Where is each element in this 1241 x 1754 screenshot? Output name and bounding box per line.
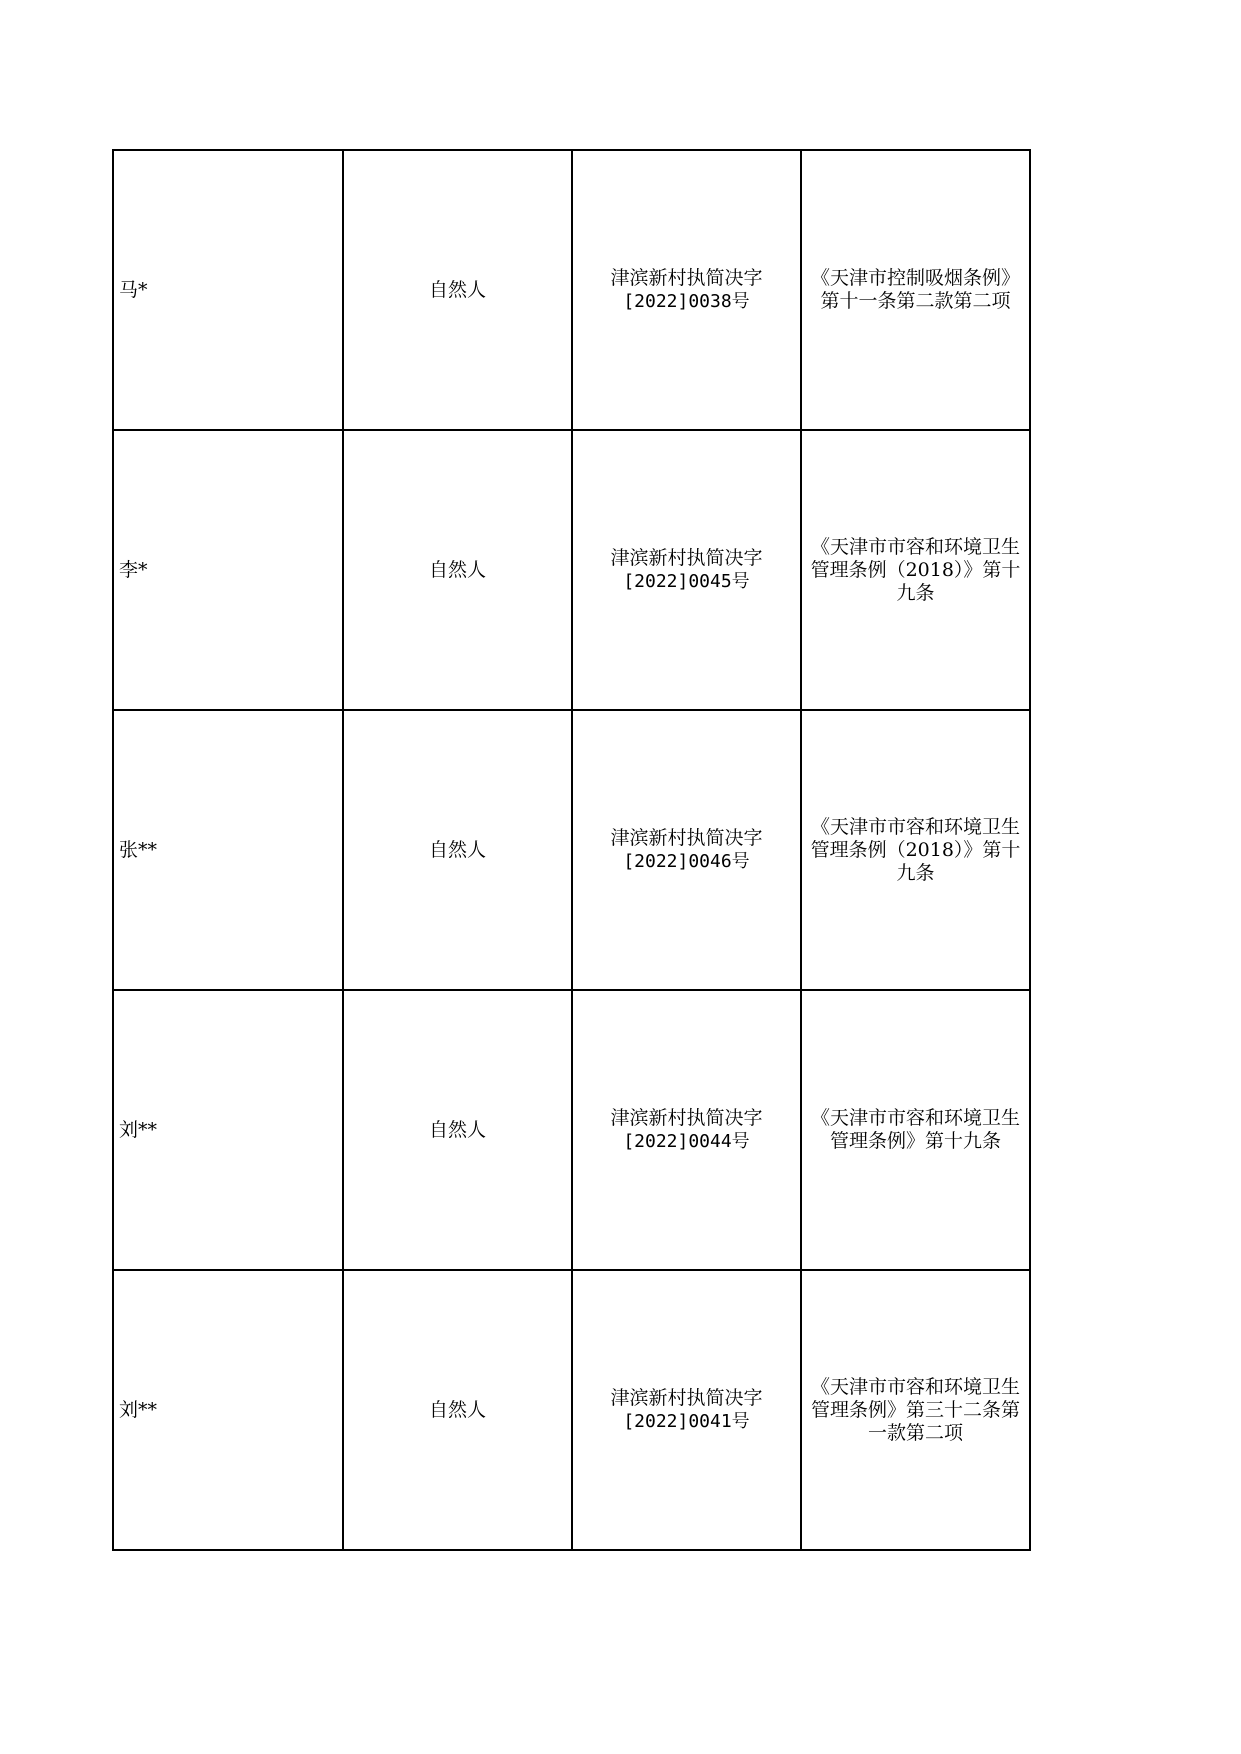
decision-number-cell: [572, 430, 801, 710]
decision-number-prefix: 津滨新村执简决字: [610, 1387, 763, 1409]
legal-basis-cell: 《天津市控制吸烟条例》第十一条第二款第二项: [801, 150, 1030, 430]
decision-number-cell: [572, 990, 801, 1270]
party-type-cell: 自然人: [343, 150, 572, 430]
table-row: [113, 710, 1030, 990]
legal-basis-cell: 《天津市市容和环境卫生管理条例》第十九条: [801, 990, 1030, 1270]
party-type-cell: 自然人: [343, 990, 572, 1270]
party-type-cell: 自然人: [343, 710, 572, 990]
table-row: [113, 150, 1030, 430]
party-type-cell: 自然人: [343, 430, 572, 710]
party-name-cell: 刘**: [113, 1270, 343, 1550]
decision-number-code: [2022]0038号: [623, 291, 750, 312]
decision-number-prefix: 津滨新村执简决字: [610, 547, 763, 569]
party-name-cell: 李*: [113, 430, 343, 710]
party-name-cell: 刘**: [113, 990, 343, 1270]
decision-number-code: [2022]0045号: [623, 571, 750, 592]
table-row: [113, 430, 1030, 710]
decision-number-code: [2022]0044号: [623, 1131, 750, 1152]
party-name-cell: 张**: [113, 710, 343, 990]
legal-basis-cell: 《天津市市容和环境卫生管理条例》第三十二条第一款第二项: [801, 1270, 1030, 1550]
decision-number-code: [2022]0046号: [623, 851, 750, 872]
decision-number-cell: [572, 150, 801, 430]
decision-number-cell: [572, 710, 801, 990]
legal-basis-cell: 《天津市市容和环境卫生管理条例（2018）》第十九条: [801, 430, 1030, 710]
decision-number-cell: [572, 1270, 801, 1550]
party-type-cell: 自然人: [343, 1270, 572, 1550]
decision-number-prefix: 津滨新村执简决字: [610, 267, 763, 289]
decision-number-prefix: 津滨新村执简决字: [610, 827, 763, 849]
decision-number-prefix: 津滨新村执简决字: [610, 1107, 763, 1129]
penalty-table: [112, 149, 1031, 1551]
decision-number-code: [2022]0041号: [623, 1411, 750, 1432]
legal-basis-cell: 《天津市市容和环境卫生管理条例（2018）》第十九条: [801, 710, 1030, 990]
table-row: [113, 990, 1030, 1270]
table-row: [113, 1270, 1030, 1550]
party-name-cell: 马*: [113, 150, 343, 430]
